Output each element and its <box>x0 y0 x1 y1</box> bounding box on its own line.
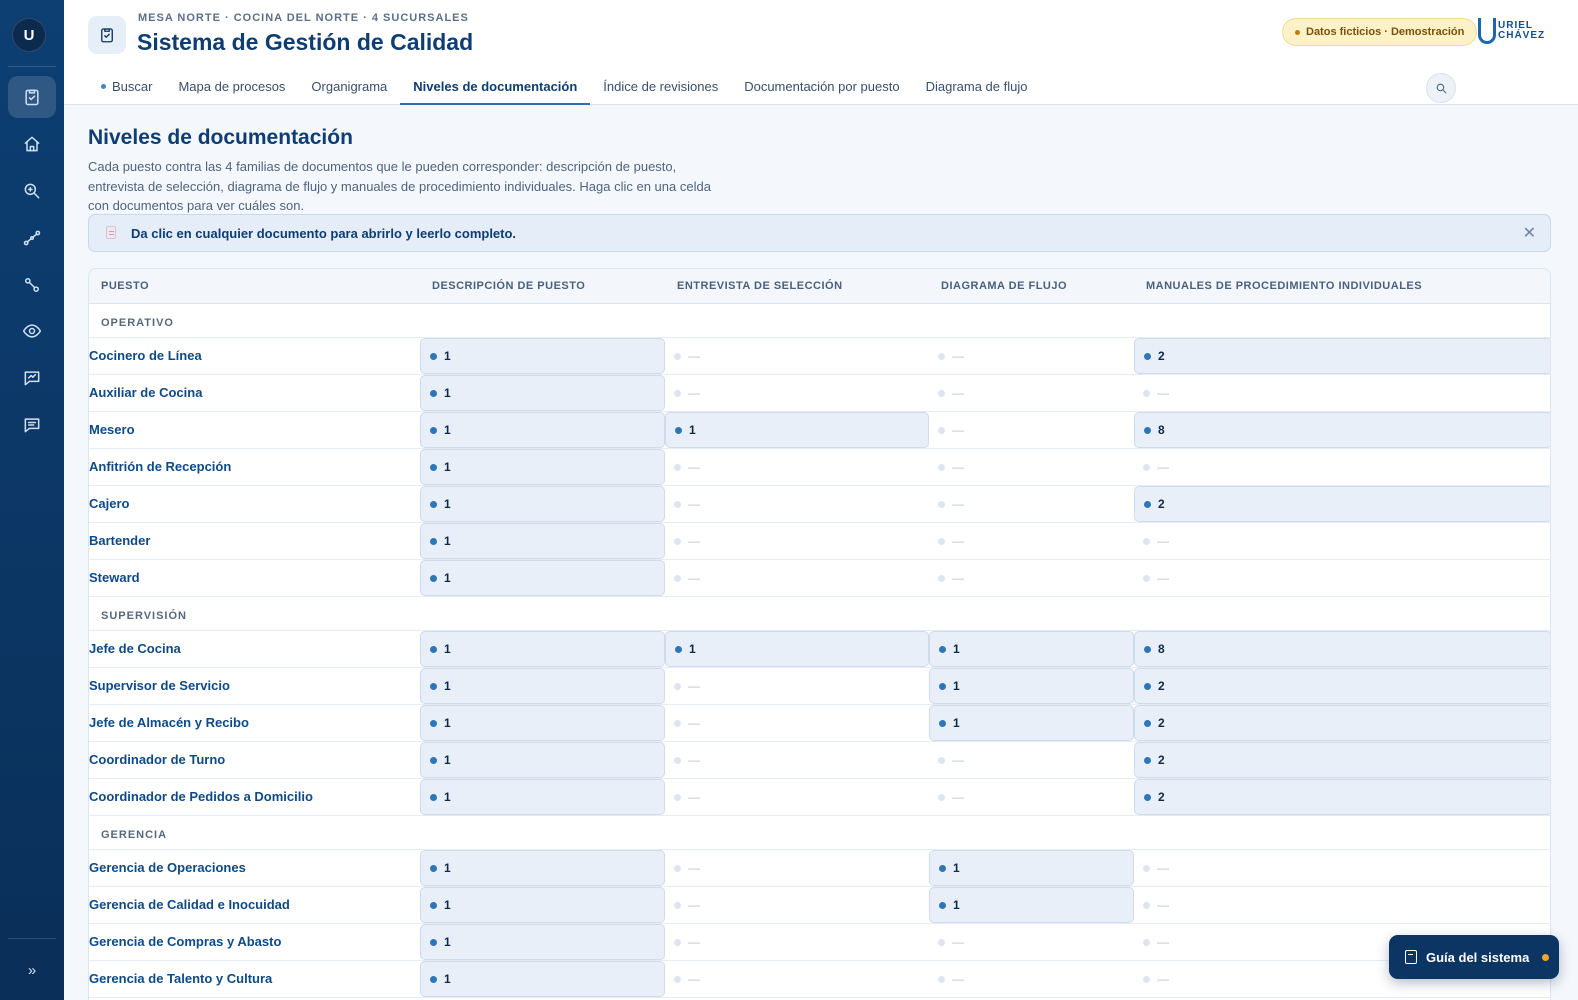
tab-label: Niveles de documentación <box>413 79 578 94</box>
status-dot <box>938 427 945 434</box>
status-dot <box>674 464 681 471</box>
document-count: 8 <box>1158 423 1165 437</box>
sidebar-item-quality[interactable] <box>8 76 56 118</box>
eye-icon <box>22 321 42 341</box>
status-dot <box>674 353 681 360</box>
document-count: 1 <box>444 972 451 986</box>
status-dot <box>674 575 681 582</box>
empty-cell <box>929 961 1134 997</box>
empty-mark: — <box>688 460 700 474</box>
empty-cell <box>929 449 1134 485</box>
tab-6[interactable] <box>913 74 1041 105</box>
document-count-cell[interactable] <box>1134 705 1551 741</box>
position-name-link[interactable]: Auxiliar de Cocina <box>89 385 203 400</box>
document-count: 1 <box>444 679 451 693</box>
empty-mark: — <box>688 861 700 875</box>
status-dot <box>430 939 437 946</box>
status-dot <box>674 976 681 983</box>
table-row <box>89 449 1550 486</box>
document-count-cell[interactable] <box>420 412 665 448</box>
demo-badge-label: Datos ficticios · Demostración <box>1306 26 1465 38</box>
group-label: SUPERVISIÓN <box>101 610 187 622</box>
empty-mark: — <box>1157 935 1169 949</box>
status-dot <box>938 353 945 360</box>
document-count: 8 <box>1158 642 1165 656</box>
empty-mark: — <box>688 386 700 400</box>
document-count: 1 <box>444 861 451 875</box>
tab-5[interactable] <box>731 74 912 105</box>
table-row <box>89 486 1550 523</box>
status-dot <box>675 646 682 653</box>
search-button[interactable] <box>1426 73 1456 103</box>
status-dot <box>674 683 681 690</box>
status-dot <box>939 646 946 653</box>
status-dot <box>938 939 945 946</box>
table-row <box>89 924 1550 961</box>
table-row <box>89 779 1550 816</box>
table-row <box>89 560 1550 597</box>
group-row <box>89 304 1550 338</box>
document-count-cell[interactable] <box>420 705 665 741</box>
status-dot <box>430 501 437 508</box>
document-count: 1 <box>444 460 451 474</box>
empty-mark: — <box>688 497 700 511</box>
empty-cell <box>665 887 929 923</box>
tab-label: Diagrama de flujo <box>925 79 1028 94</box>
documentation-levels-table <box>88 268 1551 1000</box>
document-count: 2 <box>1158 349 1165 363</box>
status-dot <box>939 865 946 872</box>
close-icon[interactable]: ✕ <box>1522 225 1536 242</box>
empty-cell <box>929 924 1134 960</box>
status-dot <box>938 976 945 983</box>
status-dot <box>938 757 945 764</box>
info-notice <box>88 214 1551 252</box>
position-name-link[interactable]: Steward <box>89 570 140 585</box>
status-dot <box>430 646 437 653</box>
position-name-link[interactable]: Bartender <box>89 533 151 548</box>
position-name-link[interactable]: Gerencia de Compras y Abasto <box>89 934 282 949</box>
status-dot <box>430 683 437 690</box>
position-name-link[interactable]: Anfitrión de Recepción <box>89 459 232 474</box>
empty-cell <box>665 486 929 522</box>
empty-mark: — <box>688 898 700 912</box>
notification-dot <box>1542 954 1549 961</box>
status-dot <box>939 902 946 909</box>
position-name-link[interactable]: Gerencia de Talento y Cultura <box>89 971 273 986</box>
status-dot <box>1144 501 1151 508</box>
empty-cell <box>929 338 1134 374</box>
document-count-cell[interactable] <box>420 850 665 886</box>
document-count-cell[interactable] <box>929 668 1134 704</box>
status-dot <box>674 757 681 764</box>
empty-mark: — <box>1157 534 1169 548</box>
clipboard-check-icon <box>22 87 42 107</box>
document-count-cell[interactable] <box>929 705 1134 741</box>
empty-mark: — <box>688 349 700 363</box>
empty-mark: — <box>952 497 964 511</box>
document-count: 1 <box>953 642 960 656</box>
group-label: GERENCIA <box>101 829 168 841</box>
document-count: 2 <box>1158 716 1165 730</box>
status-dot <box>1143 575 1150 582</box>
app-title: Sistema de Gestión de Calidad <box>137 29 474 55</box>
empty-cell <box>665 338 929 374</box>
status-dot <box>674 501 681 508</box>
document-count-cell[interactable] <box>420 742 665 778</box>
empty-cell <box>1134 449 1551 485</box>
status-dot <box>1143 538 1150 545</box>
tab-dot <box>101 84 106 89</box>
empty-cell <box>929 375 1134 411</box>
tab-1[interactable] <box>165 74 298 105</box>
document-count-cell[interactable] <box>665 412 929 448</box>
table-row <box>89 338 1550 375</box>
table-row <box>89 375 1550 412</box>
tab-label: Organigrama <box>311 79 388 94</box>
avatar[interactable]: U <box>12 18 46 52</box>
empty-mark: — <box>1157 898 1169 912</box>
empty-cell <box>665 742 929 778</box>
column-header: DESCRIPCIÓN DE PUESTO <box>432 280 586 292</box>
document-count: 1 <box>444 935 451 949</box>
empty-mark: — <box>1157 571 1169 585</box>
document-count-cell[interactable] <box>420 961 665 997</box>
status-dot <box>674 794 681 801</box>
document-count-cell[interactable] <box>1134 412 1551 448</box>
position-name-link[interactable]: Gerencia de Calidad e Inocuidad <box>89 897 290 912</box>
empty-mark: — <box>952 935 964 949</box>
empty-mark: — <box>952 790 964 804</box>
sidebar-divider <box>8 66 56 67</box>
company-logo <box>1478 16 1550 46</box>
status-dot <box>1143 390 1150 397</box>
empty-cell <box>665 924 929 960</box>
status-dot <box>430 538 437 545</box>
tab-3[interactable] <box>400 74 590 105</box>
document-count: 1 <box>444 534 451 548</box>
status-dot <box>938 464 945 471</box>
empty-mark: — <box>952 349 964 363</box>
status-dot <box>430 720 437 727</box>
group-row <box>89 816 1550 850</box>
status-dot <box>938 538 945 545</box>
status-dot <box>675 427 682 434</box>
empty-cell <box>929 560 1134 596</box>
status-dot <box>939 683 946 690</box>
document-count: 1 <box>444 571 451 585</box>
document-count: 1 <box>444 497 451 511</box>
position-name-link[interactable]: Jefe de Cocina <box>89 641 181 656</box>
status-dot <box>1144 794 1151 801</box>
empty-mark: — <box>688 534 700 548</box>
table-row <box>89 850 1550 887</box>
book-icon <box>1405 950 1417 964</box>
document-count-cell[interactable] <box>1134 486 1551 522</box>
document-count: 2 <box>1158 679 1165 693</box>
empty-mark: — <box>952 972 964 986</box>
status-dot <box>430 390 437 397</box>
column-header: ENTREVISTA DE SELECCIÓN <box>677 280 843 292</box>
group-row <box>89 597 1550 631</box>
status-dot <box>1144 427 1151 434</box>
position-name-link[interactable]: Coordinador de Turno <box>89 752 226 767</box>
status-dot <box>1144 646 1151 653</box>
status-dot <box>430 757 437 764</box>
status-dot <box>1144 757 1151 764</box>
home-icon <box>22 134 42 154</box>
page-title: Niveles de documentación <box>88 126 353 149</box>
document-count: 1 <box>953 861 960 875</box>
table-row <box>89 412 1550 449</box>
document-count: 1 <box>444 386 451 400</box>
status-dot <box>674 538 681 545</box>
position-name-link[interactable]: Mesero <box>89 422 135 437</box>
status-dot <box>1143 865 1150 872</box>
table-row <box>89 668 1550 705</box>
sidebar <box>0 0 64 1000</box>
page-description: Cada puesto contra las 4 familias de documentos que le pueden corresponder: descripción de puesto, entrevista de selección, diagrama de flujo y manuales de procedimiento individuales. Haga clic en una celda con documentos para ver cuáles son. <box>88 159 711 213</box>
empty-mark: — <box>952 386 964 400</box>
sidebar-item-indicators[interactable] <box>8 357 56 399</box>
document-count: 1 <box>444 423 451 437</box>
sidebar-item-messages[interactable] <box>8 404 56 446</box>
sidebar-item-connections[interactable] <box>8 264 56 306</box>
table-row <box>89 631 1550 668</box>
status-dot <box>938 575 945 582</box>
document-count-cell[interactable] <box>1134 338 1551 374</box>
sidebar-item-processes[interactable] <box>8 217 56 259</box>
status-dot <box>430 575 437 582</box>
table-row <box>89 523 1550 560</box>
tab-4[interactable] <box>590 74 731 105</box>
document-count-cell[interactable] <box>929 850 1134 886</box>
empty-mark: — <box>1157 972 1169 986</box>
empty-mark: — <box>688 679 700 693</box>
empty-mark: — <box>1157 861 1169 875</box>
search-icon <box>1435 82 1448 95</box>
empty-cell <box>665 779 929 815</box>
header <box>64 0 1578 105</box>
demo-badge <box>1282 18 1477 46</box>
tab-0[interactable] <box>88 74 165 105</box>
document-count: 1 <box>444 898 451 912</box>
column-header: DIAGRAMA DE FLUJO <box>941 280 1068 292</box>
document-count-cell[interactable] <box>420 887 665 923</box>
status-dot <box>674 720 681 727</box>
process-line-icon <box>22 228 42 248</box>
table-row <box>89 887 1550 924</box>
document-count-cell[interactable] <box>1134 631 1551 667</box>
sidebar-item-visibility[interactable] <box>8 310 56 352</box>
status-dot <box>430 353 437 360</box>
document-count-cell[interactable] <box>420 924 665 960</box>
logo-line-2: CHÁVEZ <box>1498 30 1546 41</box>
document-count-cell[interactable] <box>420 486 665 522</box>
empty-cell <box>929 742 1134 778</box>
status-dot <box>674 902 681 909</box>
status-dot <box>938 794 945 801</box>
document-count-cell[interactable] <box>420 523 665 559</box>
empty-cell <box>1134 560 1551 596</box>
status-dot <box>938 390 945 397</box>
document-count-cell[interactable] <box>1134 742 1551 778</box>
document-count: 2 <box>1158 497 1165 511</box>
empty-mark: — <box>952 423 964 437</box>
status-dot <box>1143 902 1150 909</box>
position-name-link[interactable]: Jefe de Almacén y Recibo <box>89 715 249 730</box>
position-name-link[interactable]: Gerencia de Operaciones <box>89 860 246 875</box>
clipboard-check-icon <box>98 26 116 44</box>
tab-label: Índice de revisiones <box>603 79 719 94</box>
document-count-cell[interactable] <box>420 631 665 667</box>
document-count-cell[interactable] <box>420 560 665 596</box>
message-icon <box>22 415 42 435</box>
document-count-cell[interactable] <box>1134 779 1551 815</box>
document-count-cell[interactable] <box>420 449 665 485</box>
empty-cell <box>665 668 929 704</box>
tab-label: Documentación por puesto <box>744 79 900 94</box>
empty-mark: — <box>952 753 964 767</box>
empty-mark: — <box>688 571 700 585</box>
empty-cell <box>929 523 1134 559</box>
empty-mark: — <box>1157 460 1169 474</box>
status-dot <box>1143 939 1150 946</box>
table-header <box>89 269 1550 304</box>
document-count-cell[interactable] <box>420 338 665 374</box>
empty-cell <box>929 412 1134 448</box>
status-dot <box>939 720 946 727</box>
document-count-cell[interactable] <box>420 779 665 815</box>
zoom-search-icon <box>22 181 42 201</box>
status-dot <box>430 865 437 872</box>
document-count: 1 <box>444 349 451 363</box>
empty-cell <box>1134 523 1551 559</box>
empty-cell <box>665 850 929 886</box>
empty-mark: — <box>688 935 700 949</box>
status-dot <box>430 976 437 983</box>
status-dot <box>674 865 681 872</box>
system-guide-button[interactable] <box>1389 935 1559 979</box>
document-count-cell[interactable] <box>1134 668 1551 704</box>
status-dot <box>1144 720 1151 727</box>
column-header: PUESTO <box>101 280 150 292</box>
document-count: 1 <box>689 423 696 437</box>
document-count-cell[interactable] <box>929 631 1134 667</box>
document-count-cell[interactable] <box>929 887 1134 923</box>
status-dot <box>674 939 681 946</box>
document-count: 2 <box>1158 753 1165 767</box>
empty-mark: — <box>1157 386 1169 400</box>
empty-cell <box>665 449 929 485</box>
position-name-link[interactable]: Supervisor de Servicio <box>89 678 230 693</box>
empty-cell <box>665 961 929 997</box>
table-row <box>89 961 1550 998</box>
status-dot <box>430 427 437 434</box>
empty-cell <box>665 375 929 411</box>
status-dot <box>674 390 681 397</box>
status-dot <box>1144 683 1151 690</box>
status-dot <box>1144 353 1151 360</box>
document-count: 1 <box>444 753 451 767</box>
position-name-link[interactable]: Cajero <box>89 496 130 511</box>
empty-mark: — <box>952 571 964 585</box>
organization-eyebrow: MESA NORTE · COCINA DEL NORTE · 4 SUCURSALES <box>138 12 469 24</box>
tab-label: Mapa de procesos <box>178 79 286 94</box>
main-tabs <box>88 74 1040 105</box>
table-row <box>89 705 1550 742</box>
empty-mark: — <box>688 716 700 730</box>
column-header: MANUALES DE PROCEDIMIENTO INDIVIDUALES <box>1146 280 1423 292</box>
connection-icon <box>22 275 42 295</box>
table-row <box>89 742 1550 779</box>
empty-mark: — <box>952 534 964 548</box>
tab-2[interactable] <box>298 74 400 105</box>
badge-dot <box>1295 30 1300 35</box>
sidebar-divider <box>8 938 56 939</box>
sidebar-item-search[interactable] <box>8 170 56 212</box>
empty-cell <box>665 560 929 596</box>
empty-cell <box>1134 887 1551 923</box>
document-count-cell[interactable] <box>665 631 929 667</box>
status-dot <box>430 464 437 471</box>
tab-label: Buscar <box>112 79 153 94</box>
logo-mark <box>1478 18 1496 44</box>
document-count: 1 <box>953 716 960 730</box>
position-name-link[interactable]: Cocinero de Línea <box>89 348 202 363</box>
chart-message-icon <box>22 368 42 388</box>
document-count: 1 <box>689 642 696 656</box>
status-dot <box>430 902 437 909</box>
group-label: OPERATIVO <box>101 317 174 329</box>
empty-cell <box>1134 375 1551 411</box>
empty-mark: — <box>688 790 700 804</box>
empty-cell <box>665 705 929 741</box>
document-count: 2 <box>1158 790 1165 804</box>
document-count: 1 <box>444 790 451 804</box>
status-dot <box>1143 976 1150 983</box>
system-guide-label: Guía del sistema <box>1426 949 1530 965</box>
empty-cell <box>1134 850 1551 886</box>
document-count-cell[interactable] <box>420 668 665 704</box>
document-count-cell[interactable] <box>420 375 665 411</box>
status-dot <box>938 501 945 508</box>
empty-cell <box>929 486 1134 522</box>
empty-cell <box>929 779 1134 815</box>
notice-text: Da clic en cualquier documento para abrirlo y leerlo completo. <box>131 226 517 241</box>
document-count: 1 <box>444 716 451 730</box>
empty-mark: — <box>688 972 700 986</box>
sidebar-expand-button[interactable]: » <box>27 961 37 979</box>
document-count: 1 <box>953 898 960 912</box>
brand-icon <box>88 16 126 54</box>
document-count: 1 <box>953 679 960 693</box>
logo-line-1: URIEL <box>1498 20 1533 31</box>
status-dot <box>430 794 437 801</box>
empty-mark: — <box>952 460 964 474</box>
empty-mark: — <box>688 753 700 767</box>
empty-cell <box>665 523 929 559</box>
status-dot <box>1143 464 1150 471</box>
position-name-link[interactable]: Coordinador de Pedidos a Domicilio <box>89 789 313 804</box>
document-icon <box>106 226 116 239</box>
document-count: 1 <box>444 642 451 656</box>
sidebar-item-home[interactable] <box>8 123 56 165</box>
